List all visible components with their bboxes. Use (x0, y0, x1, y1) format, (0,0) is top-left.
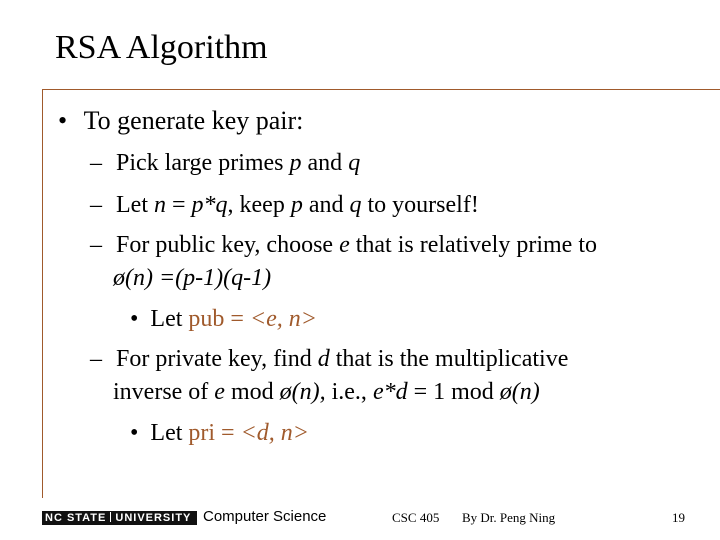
course-label: CSC 405 (392, 510, 440, 525)
logo-text-right: UNIVERSITY (115, 512, 192, 524)
dash-glyph: – (90, 346, 102, 372)
var-ed: e*d (372, 379, 408, 405)
text: and (302, 192, 350, 218)
slide-footer (0, 505, 720, 531)
text: , keep (227, 192, 291, 218)
text: For public key, choose (116, 232, 340, 258)
var-n: n (153, 192, 166, 218)
pub-value: <e, n> (249, 306, 317, 332)
title-divider (42, 89, 720, 90)
sub-item-public-key-cont (113, 263, 271, 293)
phi-formula: ø(n) =(p-1)(q-1) (113, 265, 272, 291)
var-q: q (349, 192, 362, 218)
text: Let (150, 306, 189, 332)
dash-glyph: – (90, 232, 102, 258)
text: mod (224, 379, 280, 405)
text: and (301, 150, 349, 176)
text: inverse of (113, 379, 215, 405)
logo-separator (110, 512, 111, 522)
left-divider (42, 89, 43, 498)
text: i.e., (325, 379, 373, 405)
text: For private key, find (116, 346, 318, 372)
var-pq: p*q (191, 192, 228, 218)
sub-item-pick-primes (90, 148, 360, 178)
bullet-generate-key-pair (58, 106, 303, 136)
sub-item-let-n (90, 190, 479, 220)
sub-item-private-key-cont (113, 377, 540, 407)
var-q: q (348, 150, 361, 176)
text: Pick large primes (116, 150, 290, 176)
phi-n: ø(n), (279, 379, 326, 405)
sub-item-private-key (90, 344, 568, 374)
text: Let (150, 420, 189, 446)
bullet-glyph: • (130, 306, 139, 332)
author-label: By Dr. Peng Ning (462, 510, 556, 525)
var-p: p (290, 192, 303, 218)
bullet-glyph: • (130, 420, 139, 446)
var-e: e (339, 232, 350, 258)
dash-glyph: – (90, 192, 102, 218)
pub-label: pub = (188, 306, 250, 332)
subsub-item-let-pri (130, 418, 309, 448)
phi-n: ø(n) (499, 379, 540, 405)
logo-text-left: NC STATE (45, 512, 107, 524)
bullet-glyph: • (58, 106, 68, 135)
department-label: Computer Science (203, 508, 327, 525)
pri-value: <d, n> (240, 420, 309, 446)
subsub-item-let-pub (130, 304, 317, 334)
text: that is relatively prime to (349, 232, 597, 258)
dash-glyph: – (90, 150, 102, 176)
var-e: e (214, 379, 225, 405)
text: to yourself! (361, 192, 479, 218)
text: that is the multiplicative (329, 346, 569, 372)
page-number: 19 (672, 510, 685, 525)
sub-item-public-key (90, 230, 597, 260)
var-p: p (289, 150, 302, 176)
var-d: d (317, 346, 330, 372)
nc-state-university-logo (42, 511, 197, 525)
text: = 1 mod (407, 379, 500, 405)
slide-title: RSA Algorithm (55, 29, 268, 66)
pri-label: pri = (188, 420, 241, 446)
text: = (165, 192, 192, 218)
bullet-text: To generate key pair: (83, 106, 304, 135)
text: Let (116, 192, 154, 218)
